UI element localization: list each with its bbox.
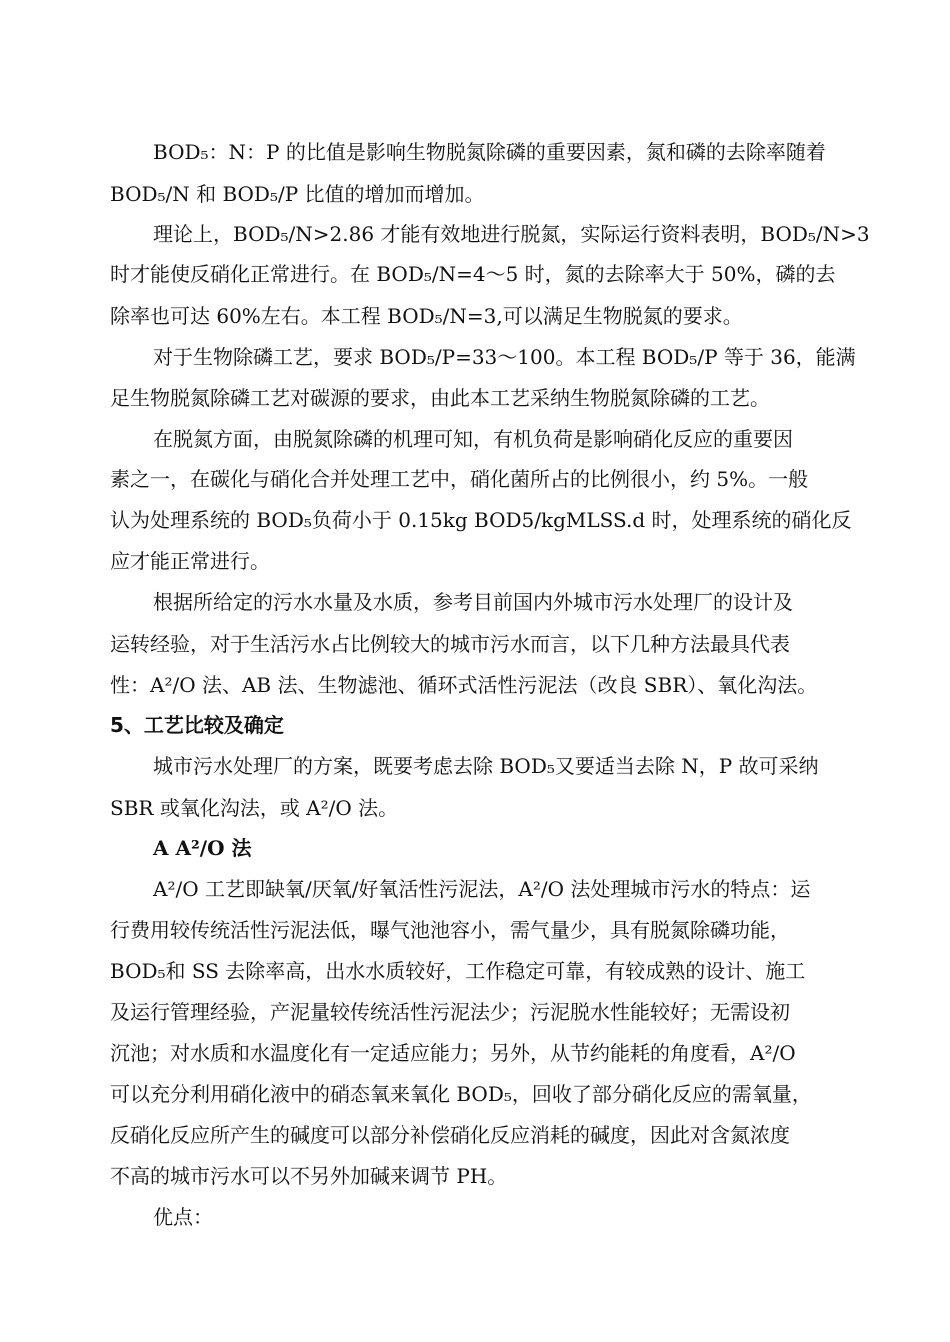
paragraph-line: 不高的城市污水可以不另外加碱来调节 PH。 xyxy=(110,1164,508,1188)
paragraph-line: 时才能使反硝化正常进行。在 BOD₅/N=4～5 时，氮的去除率大于 50%，磷的去 xyxy=(110,262,836,286)
paragraph-line: 在脱氮方面，由脱氮除磷的机理可知，有机负荷是影响硝化反应的重要因 xyxy=(153,427,793,451)
paragraph-line: A²/O 工艺即缺氧/厌氧/好氧活性污泥法，A²/O 法处理城市污水的特点：运 xyxy=(153,877,811,901)
paragraph-line: 性：A²/O 法、AB 法、生物滤池、循环式活性污泥法（改良 SBR）、氧化沟法。 xyxy=(110,673,818,697)
paragraph-line: 素之一，在碳化与硝化合并处理工艺中，硝化菌所占的比例很小，约 5%。一般 xyxy=(110,467,809,491)
section-heading: 5、工艺比较及确定 xyxy=(110,713,284,737)
paragraph-line: 应才能正常进行。 xyxy=(110,549,270,573)
paragraph-line: 认为处理系统的 BOD₅负荷小于 0.15kg BOD5/kgMLSS.d 时，处理系统的硝化反 xyxy=(110,508,852,532)
paragraph-line: 及运行管理经验，产泥量较传统活性污泥法少；污泥脱水性能较好；无需设初 xyxy=(110,1000,790,1024)
paragraph-line: BOD₅/N 和 BOD₅/P 比值的增加而增加。 xyxy=(110,182,485,206)
paragraph-line: 运转经验，对于生活污水占比例较大的城市污水而言，以下几种方法最具代表 xyxy=(110,632,790,656)
paragraph-line: BOD₅和 SS 去除率高，出水水质较好，工作稳定可靠，有较成熟的设计、施工 xyxy=(110,959,806,983)
paragraph-line: 对于生物除磷工艺，要求 BOD₅/P=33～100。本工程 BOD₅/P 等于 36，能满 xyxy=(153,345,856,369)
paragraph-line: 足生物脱氮除磷工艺对碳源的要求，由此本工艺采纳生物脱氮除磷的工艺。 xyxy=(110,386,770,410)
paragraph-line: BOD₅：N：P 的比值是影响生物脱氮除磷的重要因素，氮和磷的去除率随着 xyxy=(153,140,826,164)
paragraph-line: 可以充分利用硝化液中的硝态氧来氧化 BOD₅，回收了部分硝化反应的需氧量， xyxy=(110,1082,812,1106)
paragraph-line: 城市污水处理厂的方案，既要考虑去除 BOD₅又要适当去除 N，P 故可采纳 xyxy=(153,754,819,778)
subsection-heading: A A²/O 法 xyxy=(153,836,252,860)
paragraph-line: 反硝化反应所产生的碱度可以部分补偿硝化反应消耗的碱度，因此对含氮浓度 xyxy=(110,1123,790,1147)
paragraph-line: 除率也可达 60%左右。本工程 BOD₅/N=3,可以满足生物脱氮的要求。 xyxy=(110,304,743,328)
paragraph-line: 沉池；对水质和水温度化有一定适应能力；另外，从节约能耗的角度看，A²/O xyxy=(110,1041,796,1065)
paragraph-line: SBR 或氧化沟法，或 A²/O 法。 xyxy=(110,796,399,820)
paragraph-line: 根据所给定的污水水量及水质，参考目前国内外城市污水处理厂的设计及 xyxy=(153,590,793,614)
paragraph-line: 优点： xyxy=(153,1205,213,1229)
paragraph-line: 理论上，BOD₅/N>2.86 才能有效地进行脱氮，实际运行资料表明，BOD₅/N>3 xyxy=(153,222,870,246)
paragraph-line: 行费用较传统活性污泥法低，曝气池池容小，需气量少，具有脱氮除磷功能， xyxy=(110,918,790,942)
